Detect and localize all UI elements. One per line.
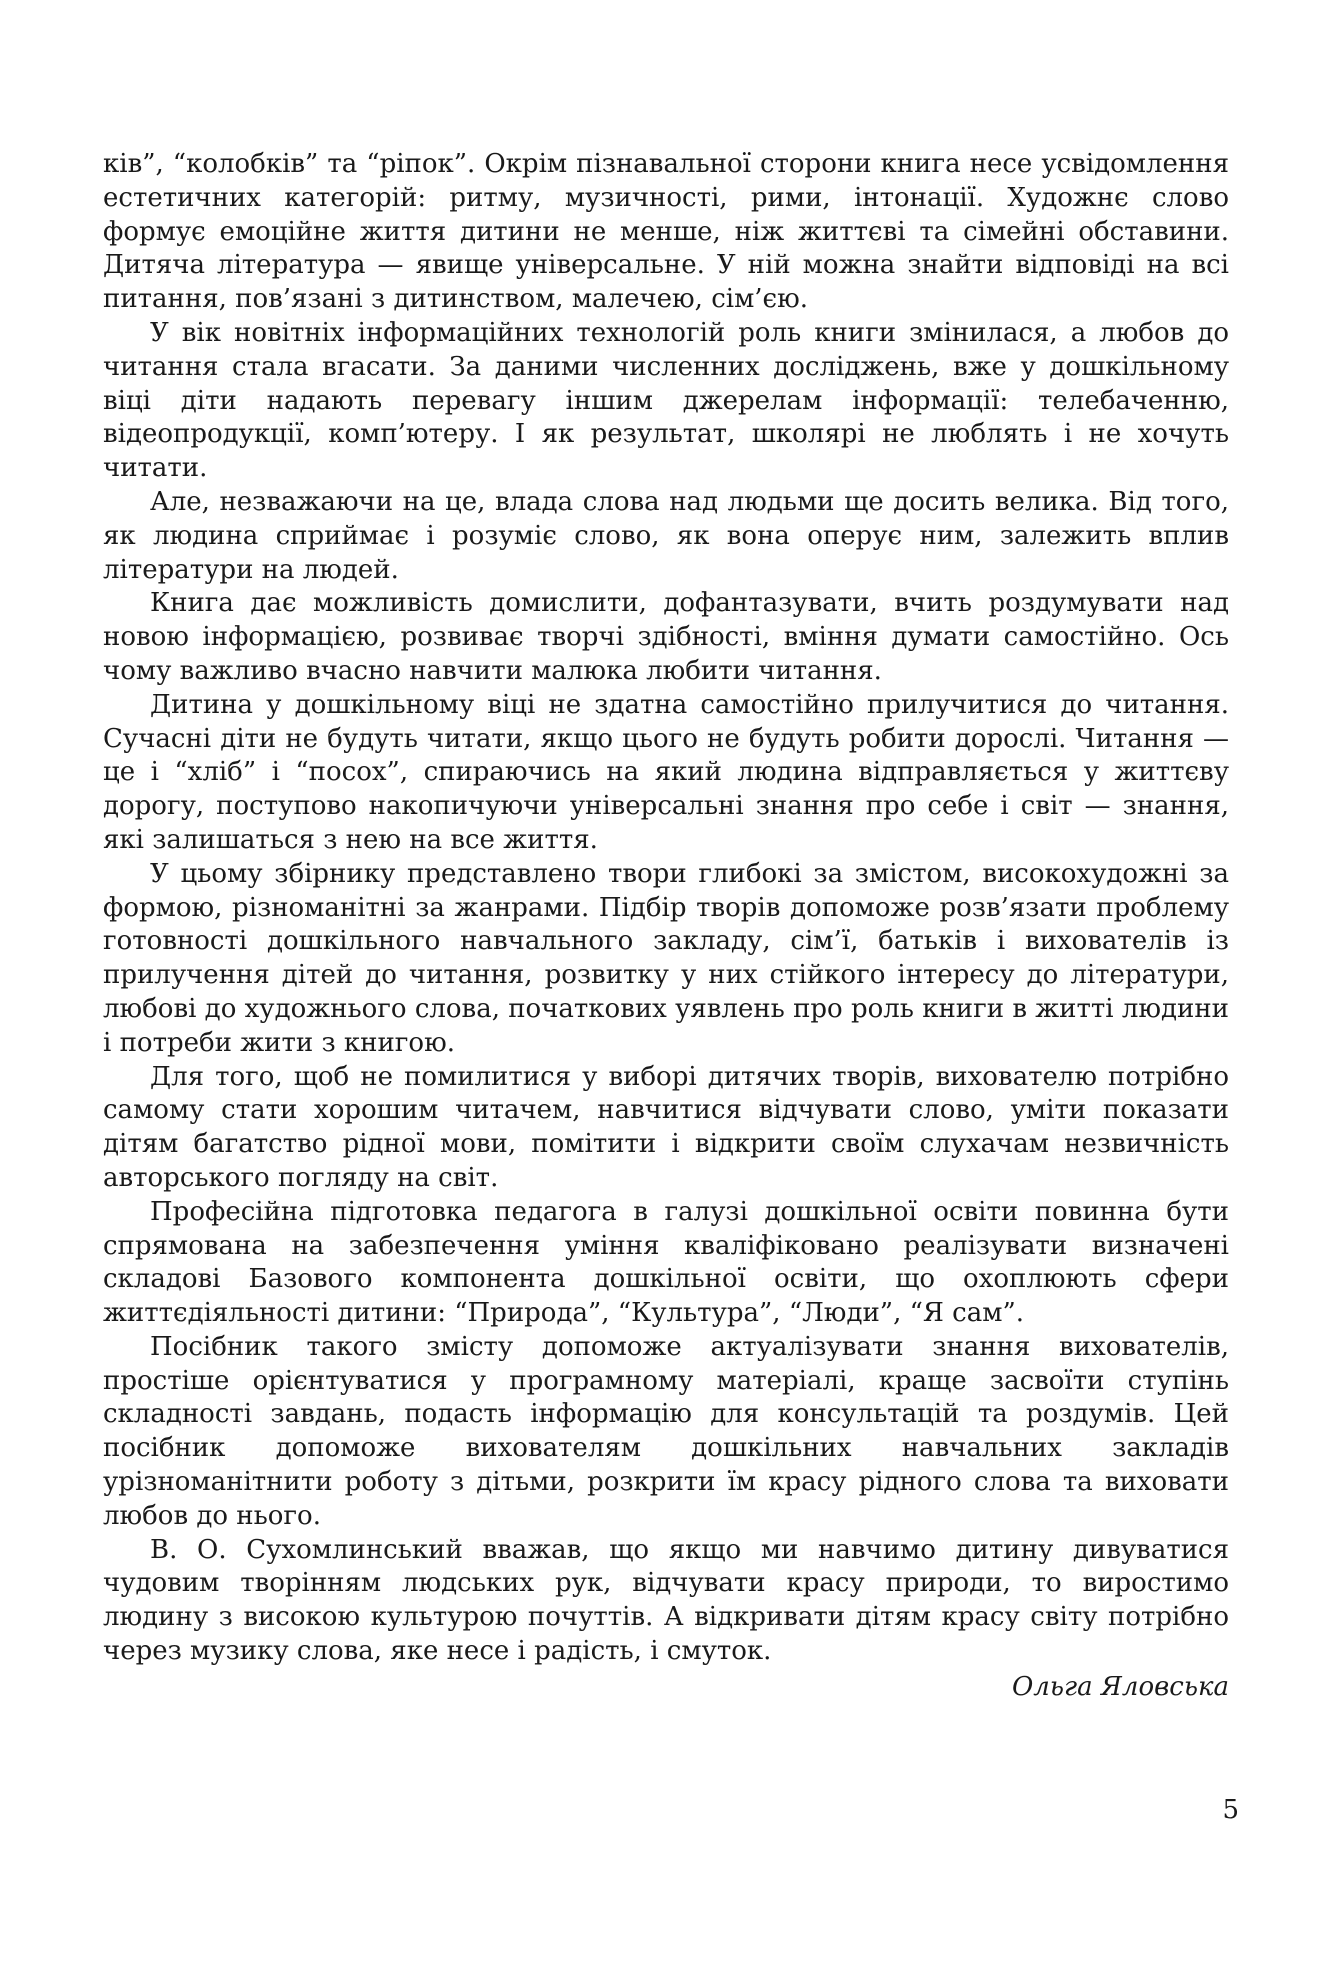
paragraph-6: У цьому збірнику представлено твори глибокі за змістом, високохудожні за формою, різноманітні за жанрами. Підбір творів допоможе розв’язати проблему готовності дошкільного навчального закладу, сім’ї, батьків і вихователів із прилучення дітей до читання, розвитку у них стійкого інтересу до літератури, любові до художнього слова, початкових уявлень про роль книги в житті людини і потреби жити з книгою. — [103, 858, 1229, 1058]
page-number: 5 — [1222, 1795, 1239, 1825]
paragraph-5: Дитина у дошкільному віці не здатна самостійно прилучитися до читання. Сучасні діти не будуть читати, якщо цього не будуть робити дорослі. Читання — це і “хліб” і “посох”, спираючись на який людина відправляється у життєву дорогу, поступово накопичуючи універсальні знання про себе і світ — знання, які залишаться з нею на все життя. — [103, 689, 1229, 855]
paragraph-4: Книга дає можливість домислити, дофантазувати, вчить роздумувати над новою інформацією, розвиває творчі здібності, вміння думати самостійно. Ось чому важливо вчасно навчити малюка любити читання. — [103, 588, 1229, 686]
paragraph-2: У вік новітніх інформаційних технологій роль книги змінилася, а любов до читання стала вгасати. За даними численних досліджень, вже у дошкільному віці діти надають перевагу іншим джерелам інформації: телебаченню, відеопродукції, комп’ютеру. І як результат, школярі не люблять і не хочуть читати. — [103, 317, 1229, 484]
paragraph-9: Посібник такого змісту допоможе актуалізувати знання вихователів, простіше орієнтуватися у програмному матеріалі, краще засвоїти ступінь складності завдань, подасть інформацію для консультацій та роздумів. Цей посібник допоможе вихователям дошкільних навчальних закладів урізноманітнити роботу з дітьми, розкрити їм красу рідного слова та виховати любов до нього. — [103, 1331, 1229, 1531]
paragraph-1: ків”, “колобків” та “ріпок”. Окрім пізнавальної сторони книга несе усвідомлення естетичних категорій: ритму, музичності, рими, інтонації. Художнє слово формує емоційне життя дитини не менше, ніж життєві та сімейні обставини. Дитяча література — явище універсальне. У ній можна знайти відповіді на всі питання, пов’язані з дитинством, малечею, сім’єю. — [103, 149, 1229, 315]
paragraph-3: Але, незважаючи на це, влада слова над людьми ще досить велика. Від того, як людина сприймає і розуміє слово, як вона оперує ним, залежить вплив літератури на людей. — [103, 486, 1229, 585]
paragraph-10: В. О. Сухомлинський вважав, що якщо ми навчимо дитину дивуватися чудовим творінням людських рук, відчувати красу природи, то виростимо людину з високою культурою почуттів. А відкривати дітям красу світу потрібно через музику слова, яке несе і радість, і смуток. — [103, 1534, 1229, 1667]
author-signature: Ольга Яловська — [1011, 1671, 1229, 1702]
paragraph-7: Для того, щоб не помилитися у виборі дитячих творів, вихователю потрібно самому стати хорошим читачем, навчитися відчувати слово, уміти показати дітям багатство рідної мови, помітити і відкрити своїм слухачам незвичність авторського погляду на світ. — [103, 1061, 1229, 1193]
paragraph-8: Професійна підготовка педагога в галузі дошкільної освіти повинна бути спрямована на забезпечення уміння кваліфіковано реалізувати визначені складові Базового компонента дошкільної освіти, що охоплюють сфери життєдіяльності дитини: “Природа”, “Культура”, “Люди”, “Я сам”. — [103, 1196, 1229, 1329]
document-body — [103, 148, 1229, 1705]
